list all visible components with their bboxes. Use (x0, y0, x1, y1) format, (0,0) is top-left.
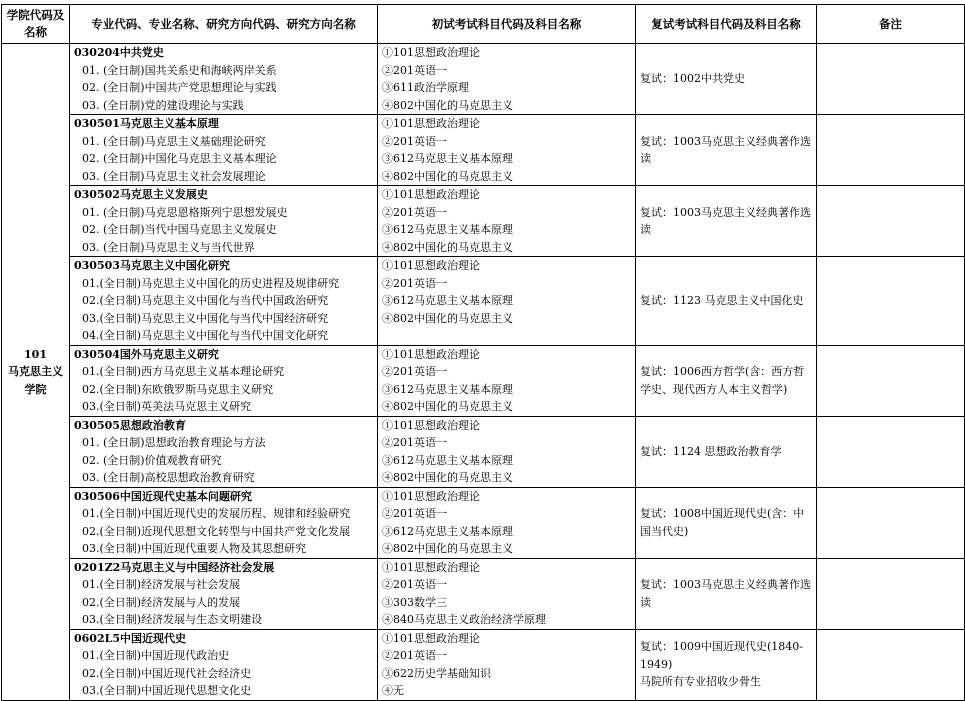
exam-subject: ②201英语一 (382, 436, 447, 449)
retest-subject: 复试：1003马克思主义经典著作选读 (640, 578, 811, 609)
exam-cell (378, 416, 636, 487)
retest-cell (636, 487, 817, 558)
exam-subject: ③622历史学基础知识 (382, 666, 491, 680)
major-title: 030502马克思主义发展史 (74, 188, 208, 201)
header-exam: 初试考试科目代码及科目名称 (378, 5, 636, 44)
table-row (2, 257, 965, 346)
exam-subject: ②201英语一 (382, 276, 447, 290)
major-title: 030505思想政治教育 (74, 418, 186, 432)
research-direction: 01.(全日制)中国近现代政治史 (82, 649, 230, 662)
research-direction: 03.(全日制)英美法马克思主义研究 (82, 400, 252, 413)
major-title: 030501马克思主义基本原理 (74, 117, 219, 130)
header-major: 专业代码、专业名称、研究方向代码、研究方向名称 (70, 5, 378, 44)
research-direction: 03.(全日制)中国近现代重要人物及其思想研究 (82, 542, 307, 555)
header-school: 学院代码及名称 (2, 5, 70, 44)
major-cell (70, 487, 378, 558)
exam-subject: ④840马克思主义政治经济学原理 (382, 613, 546, 626)
table-body (2, 44, 965, 701)
research-direction: 01.(全日制)经济发展与社会发展 (82, 578, 241, 591)
exam-subject: ①101思想政治理论 (382, 489, 480, 503)
exam-subject: ①101思想政治理论 (382, 631, 480, 645)
school-code: 101 (24, 347, 47, 361)
research-direction: 01. (全日制)马克思主义基础理论研究 (82, 134, 266, 148)
exam-subject: ①101思想政治理论 (382, 560, 480, 574)
exam-subject: ④802中国化的马克思主义 (382, 471, 513, 484)
exam-subject: ①101思想政治理论 (382, 188, 480, 201)
research-direction: 01. (全日制)思想政治教育理论与方法 (82, 436, 266, 449)
note-cell (817, 44, 965, 115)
table-row (2, 115, 965, 186)
major-cell (70, 186, 378, 257)
exam-cell (378, 186, 636, 257)
note-cell (817, 487, 965, 558)
exam-subject: ③612马克思主义基本原理 (382, 223, 513, 236)
note-cell (817, 257, 965, 346)
school-cell (2, 44, 70, 701)
exam-subject: ②201英语一 (382, 365, 447, 378)
exam-cell (378, 487, 636, 558)
research-direction: 03.(全日制)中国近现代思想文化史 (82, 684, 252, 697)
exam-cell (378, 115, 636, 186)
exam-cell (378, 257, 636, 346)
research-direction: 01.(全日制)中国近现代史的发展历程、规律和经验研究 (82, 507, 351, 520)
table-row (2, 416, 965, 487)
exam-subject: ③612马克思主义基本原理 (382, 294, 513, 307)
exam-subject: ②201英语一 (382, 205, 447, 219)
research-direction: 03. (全日制)高校思想政治教育研究 (82, 471, 255, 484)
research-direction: 02. (全日制)当代中国马克思主义发展史 (82, 223, 277, 236)
exam-subject: ②201英语一 (382, 134, 447, 148)
header-retest: 复试考试科目代码及科目名称 (636, 5, 817, 44)
research-direction: 04.(全日制)马克思主义中国化与当代中国文化研究 (82, 329, 329, 342)
retest-subject: 复试：1008中国近现代史(含：中国当代史) (640, 507, 805, 538)
research-direction: 02.(全日制)经济发展与人的发展 (82, 595, 241, 609)
retest-subject: 复试：1006西方哲学(含：西方哲学史、现代西方人本主义哲学) (640, 365, 805, 396)
major-title: 0201Z2马克思主义与中国经济社会发展 (74, 560, 275, 574)
exam-subject: ①101思想政治理论 (382, 46, 480, 59)
retest-subject: 复试：1123 马克思主义中国化史 (640, 294, 804, 307)
exam-subject: ②201英语一 (382, 63, 447, 77)
research-direction: 02.(全日制)东欧俄罗斯马克思主义研究 (82, 382, 274, 396)
research-direction: 02.(全日制)马克思主义中国化与当代中国政治研究 (82, 294, 329, 307)
exam-subject: ②201英语一 (382, 578, 447, 591)
note-cell (817, 629, 965, 700)
retest-cell (636, 558, 817, 629)
major-cell (70, 115, 378, 186)
exam-subject: ③612马克思主义基本原理 (382, 382, 513, 396)
major-cell (70, 416, 378, 487)
major-cell (70, 558, 378, 629)
exam-subject: ④802中国化的马克思主义 (382, 240, 513, 254)
retest-subject: 复试：1002中共党史 (640, 72, 745, 86)
research-direction: 03. (全日制)马克思主义社会发展理论 (82, 169, 266, 183)
exam-subject: ④802中国化的马克思主义 (382, 542, 513, 555)
table-row (2, 186, 965, 257)
retest-cell (636, 257, 817, 346)
research-direction: 02. (全日制)中国共产党思想理论与实践 (82, 81, 277, 94)
retest-note: 马院所有专业招收少骨生 (640, 675, 761, 689)
research-direction: 03.(全日制)经济发展与生态文明建设 (82, 613, 263, 626)
table-row (2, 345, 965, 416)
retest-cell (636, 44, 817, 115)
research-direction: 01.(全日制)马克思主义中国化的历史进程及规律研究 (82, 276, 340, 290)
exam-subject: ④802中国化的马克思主义 (382, 169, 513, 183)
exam-subject: ①101思想政治理论 (382, 259, 480, 272)
exam-cell (378, 345, 636, 416)
major-cell (70, 257, 378, 346)
note-cell (817, 416, 965, 487)
exam-subject: ③303数学三 (382, 595, 447, 609)
research-direction: 03.(全日制)马克思主义中国化与当代中国经济研究 (82, 311, 329, 325)
research-direction: 02. (全日制)价值观教育研究 (82, 453, 222, 467)
major-cell (70, 345, 378, 416)
major-title: 0602L5中国近现代史 (74, 631, 187, 645)
exam-subject: ①101思想政治理论 (382, 418, 480, 432)
exam-subject: ①101思想政治理论 (382, 347, 480, 361)
note-cell (817, 345, 965, 416)
retest-cell (636, 416, 817, 487)
exam-subject: ③612马克思主义基本原理 (382, 524, 513, 538)
major-title: 030503马克思主义中国化研究 (74, 259, 230, 272)
exam-subject: ④802中国化的马克思主义 (382, 98, 513, 112)
research-direction: 02.(全日制)中国近现代社会经济史 (82, 666, 252, 680)
programs-table (1, 4, 965, 701)
header-note: 备注 (817, 5, 965, 44)
exam-subject: ③611政治学原理 (382, 81, 469, 94)
research-direction: 03. (全日制)马克思主义与当代世界 (82, 240, 255, 254)
retest-cell (636, 345, 817, 416)
major-cell (70, 629, 378, 700)
research-direction: 01.(全日制)西方马克思主义基本理论研究 (82, 365, 285, 378)
school-name: 马克思主义学院 (8, 365, 63, 396)
table-row (2, 44, 965, 115)
exam-cell (378, 44, 636, 115)
exam-subject: ④802中国化的马克思主义 (382, 400, 513, 413)
exam-subject: ①101思想政治理论 (382, 117, 480, 130)
retest-subject: 复试：1009中国近现代史(1840-1949) (640, 640, 803, 671)
retest-subject: 复试：1124 思想政治教育学 (640, 444, 782, 458)
major-cell (70, 44, 378, 115)
retest-cell (636, 186, 817, 257)
exam-subject: ③612马克思主义基本原理 (382, 453, 513, 467)
research-direction: 01. (全日制)马克思恩格斯列宁思想发展史 (82, 205, 288, 219)
retest-subject: 复试：1003马克思主义经典著作选读 (640, 205, 811, 236)
research-direction: 02. (全日制)中国化马克思主义基本理论 (82, 152, 277, 165)
note-cell (817, 186, 965, 257)
exam-subject: ④802中国化的马克思主义 (382, 311, 513, 325)
major-title: 030204中共党史 (74, 46, 164, 59)
exam-subject: ③612马克思主义基本原理 (382, 152, 513, 165)
table-row (2, 558, 965, 629)
retest-cell (636, 115, 817, 186)
exam-subject: ④无 (382, 684, 404, 697)
exam-cell (378, 629, 636, 700)
table-row (2, 487, 965, 558)
major-title: 030506中国近现代史基本问题研究 (74, 489, 252, 503)
research-direction: 03. (全日制)党的建设理论与实践 (82, 98, 244, 112)
retest-subject: 复试：1003马克思主义经典著作选读 (640, 134, 811, 165)
research-direction: 01. (全日制)国共关系史和海峡两岸关系 (82, 63, 277, 77)
table-row (2, 629, 965, 700)
note-cell (817, 558, 965, 629)
exam-cell (378, 558, 636, 629)
exam-subject: ②201英语一 (382, 507, 447, 520)
exam-subject: ②201英语一 (382, 649, 447, 662)
retest-cell (636, 629, 817, 700)
major-title: 030504国外马克思主义研究 (74, 347, 219, 361)
note-cell (817, 115, 965, 186)
header-row (2, 5, 965, 44)
research-direction: 02.(全日制)近现代思想文化转型与中国共产党文化发展 (82, 524, 351, 538)
